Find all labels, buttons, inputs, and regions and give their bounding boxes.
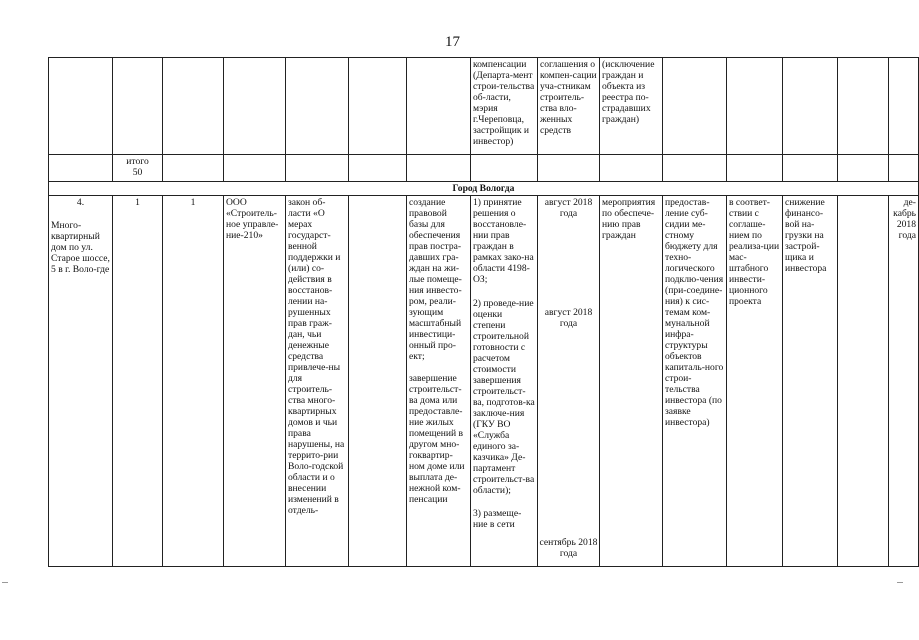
exclusion-cell: (исключение граждан и объекта из реестра по-страдавших граждан) — [600, 58, 663, 155]
city-header: Город Вологда — [49, 182, 919, 196]
accordance-cell: в соответ-ствии с соглаше-нием по реализа-ции мас-штабного инвести-ционного проекта — [727, 196, 783, 567]
step-3: 3) размеще-ние в сети — [473, 508, 522, 530]
step-1: 1) принятие решения о восстановле-нии прав граждан в рамках зако-на области 4198-ОЗ; — [473, 197, 534, 285]
table-cell — [113, 58, 163, 155]
table-cell — [163, 58, 224, 155]
table-cell — [838, 58, 889, 155]
compensation-cell: компенсации (Департа-мент строи-тельства об-ласти, мэрия г.Череповца, застройщик и инвестор) — [471, 58, 538, 155]
table-cell — [727, 155, 783, 182]
table-cell — [49, 58, 113, 155]
table-cell — [783, 155, 838, 182]
table-cell — [663, 58, 727, 155]
total-cell — [113, 155, 163, 182]
table-cell — [471, 155, 538, 182]
table-cell — [663, 155, 727, 182]
count-a-cell: 1 — [113, 196, 163, 567]
measures-cell: мероприятия по обеспече-нию прав граждан — [600, 196, 663, 567]
table-cell — [349, 196, 407, 567]
total-row — [49, 155, 919, 182]
table-cell — [727, 58, 783, 155]
deadline-cell: де-кабрь 2018 года — [889, 196, 919, 567]
agreement-cell: соглашения о компен-сации уча-стникам строитель-ства вло-женных средств — [538, 58, 600, 155]
subsidy-cell: предостав-ление суб-сидии ме-стному бюджету для техно-логического подклю-чения (при-соедине-ния) к сис-темам ком-мунальной инфра-структуры объектов капиталь-ного строи-тельства инвестора (по заявке инвестора) — [663, 196, 727, 567]
scan-mark — [2, 582, 8, 583]
table-cell — [838, 155, 889, 182]
table-cell — [224, 58, 286, 155]
table-cell — [286, 58, 349, 155]
dates-cell — [538, 196, 600, 567]
date-3: сентябрь 2018 года — [539, 537, 598, 559]
table-cell — [538, 155, 600, 182]
developer-cell: ООО «Строитель-ное управле-ние-210» — [224, 196, 286, 567]
step-2: 2) проведе-ние оценки степени строительной готовности с расчетом стоимости завершения строительст-ва, подготов-ка заключе-ния (ГКУ ВО «Служба единого за-казчика» Де-партамент строительст-ва области); — [473, 298, 535, 496]
date-2: август 2018 года — [544, 307, 593, 329]
object-name: Много-квартирный дом по ул. Старое шоссе, 5 в г. Воло-где — [51, 220, 110, 275]
goals-cell: создание правовой базы для обеспечения прав постра-давших гра-ждан на жи-лые помеще-ния инвесто-ром, реали-зующим масштабный инвестици-онный про-ект; завершение строительст-ва дома или предоставле-ние жилых помещений в другом мно-гоквартир-ном доме или выплата де-нежной ком-пенсации — [407, 196, 471, 567]
row-number: 4. — [76, 197, 85, 208]
scan-mark — [897, 582, 903, 583]
law-cell: закон об-ласти «О мерах государст-венной поддержки и (или) со-действия в восстанов-лении на-рушенных прав граж-дан, чьи денежные средства привлече-ны для строитель-ства много-квартирных домов и чьи права нарушены, на террито-рии Воло-годской области и о внесении изменений в отдель- — [286, 196, 349, 567]
table-cell — [224, 155, 286, 182]
date-1: август 2018 года — [544, 197, 593, 219]
count-b-cell: 1 — [163, 196, 224, 567]
table-cell — [349, 155, 407, 182]
table-cell — [838, 196, 889, 567]
total-label: итого — [126, 156, 149, 167]
table-row — [49, 196, 919, 567]
table-cell — [889, 58, 919, 155]
table-cell — [407, 58, 471, 155]
document-table — [48, 57, 919, 567]
table-cell — [349, 58, 407, 155]
city-header-row — [49, 182, 919, 196]
table-cell — [783, 58, 838, 155]
table-row — [49, 58, 919, 155]
table-cell — [889, 155, 919, 182]
table-cell — [407, 155, 471, 182]
table-cell — [600, 155, 663, 182]
page-number: 17 — [445, 34, 460, 50]
table-cell — [49, 155, 113, 182]
steps-cell — [471, 196, 538, 567]
reduction-cell: снижение финансо-вой на-грузки на застрой-щика и инвестора — [783, 196, 838, 567]
object-cell — [49, 196, 113, 567]
table-cell — [163, 155, 224, 182]
table-cell — [286, 155, 349, 182]
total-value: 50 — [132, 167, 143, 178]
